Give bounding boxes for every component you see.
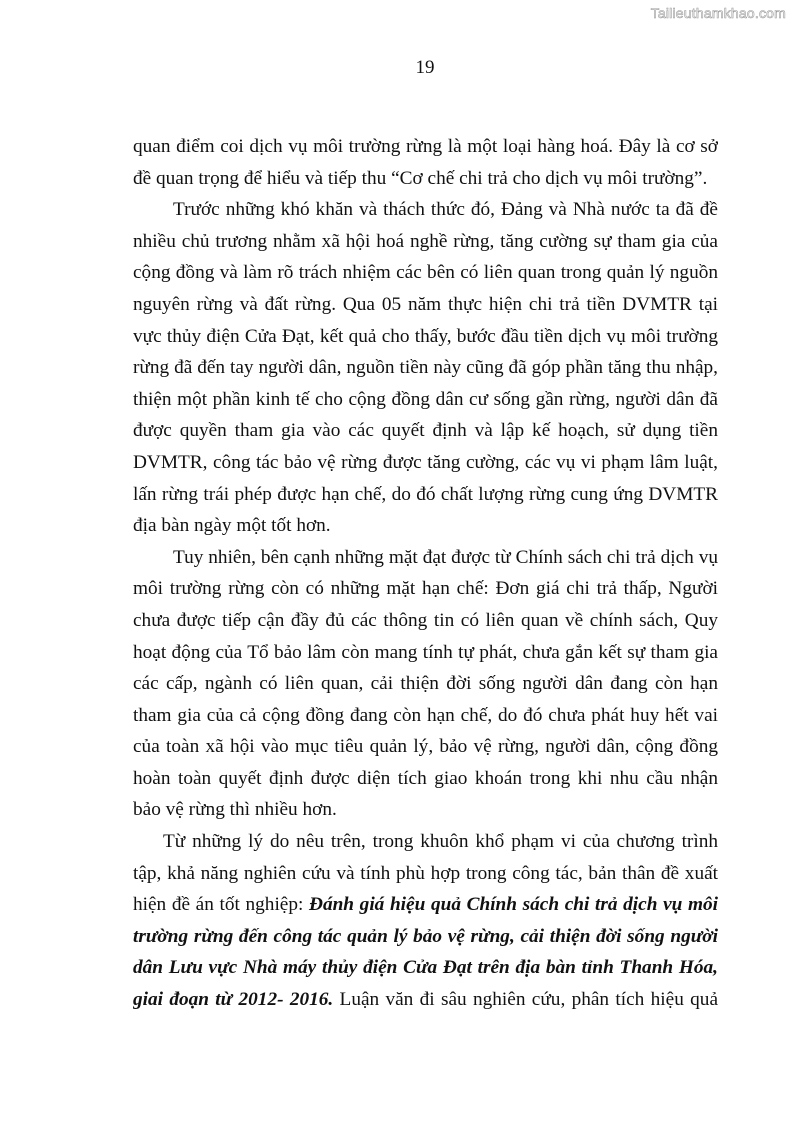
watermark: Tailieuthamkhao.com	[650, 5, 786, 21]
text-segment: cộng đồng và làm rõ trách nhiệm các bên có liên quan trong quản lý nguồn	[133, 262, 718, 284]
text-segment: Từ những lý do nêu trên, trong khuôn khổ phạm vi của chương trình	[163, 831, 718, 853]
text-line	[133, 542, 718, 574]
text-segment: nhiều chủ trương nhằm xã hội hoá nghề rừng, tăng cường sự tham gia của	[133, 230, 718, 252]
text-segment: bảo vệ rừng thì nhiều hơn.	[133, 799, 337, 821]
text-line	[133, 479, 718, 511]
text-line	[133, 826, 718, 858]
text-line	[133, 668, 718, 700]
text-line	[133, 984, 718, 1016]
text-line	[133, 321, 718, 353]
text-line	[133, 700, 718, 732]
text-line	[133, 605, 718, 637]
text-line	[133, 952, 718, 984]
text-line	[133, 921, 718, 953]
text-segment: DVMTR, công tác bảo vệ rừng được tăng cường, các vụ vi phạm lâm luật,	[133, 451, 718, 473]
text-segment: Trước những khó khăn và thách thức đó, Đảng và Nhà nước ta đã đề	[173, 199, 718, 221]
text-segment: địa bàn ngày một tốt hơn.	[133, 515, 331, 537]
text-segment: hoạt động của Tổ bảo lâm còn mang tính tự phát, chưa gắn kết sự tham gia	[133, 641, 718, 663]
text-line	[133, 510, 718, 542]
text-line	[133, 637, 718, 669]
text-line	[133, 731, 718, 763]
text-segment: quan điểm coi dịch vụ môi trường rừng là một loại hàng hoá. Đây là cơ sở	[133, 136, 718, 157]
bold-italic-text: trường rừng đến công tác quản lý bảo vệ rừng, cải thiện đời sống người	[133, 925, 718, 947]
text-segment: hiện đề án tốt nghiệp:	[133, 894, 310, 916]
text-segment: đề quan trọng để hiểu và tiếp thu “Cơ chế chi trả cho dịch vụ môi trường”.	[133, 167, 708, 189]
text-segment: môi trường rừng còn có những mặt hạn chế: Đơn giá chi trả thấp, Người	[133, 578, 718, 600]
text-segment: rừng đã đến tay người dân, nguồn tiền này cũng đã góp phần tăng thu nhập,	[133, 357, 718, 379]
text-segment: các cấp, ngành có liên quan, cải thiện đời sống người dân đang còn hạn	[133, 673, 718, 695]
text-segment: được quyền tham gia vào các quyết định và lập kế hoạch, sử dụng tiền	[133, 420, 718, 442]
text-segment: Luận văn đi sâu nghiên cứu, phân tích hiệu quả	[339, 989, 718, 1011]
text-line	[133, 415, 718, 447]
bold-italic-text: dân Lưu vực Nhà máy thủy điện Cửa Đạt trên địa bàn tỉnh Thanh Hóa,	[133, 957, 718, 979]
text-line	[133, 858, 718, 890]
text-segment: chưa được tiếp cận đầy đủ các thông tin có liên quan về chính sách, Quy	[133, 609, 718, 631]
document-body	[133, 131, 718, 1016]
text-segment: của toàn xã hội vào mục tiêu quản lý, bảo vệ rừng, người dân, cộng đồng	[133, 736, 718, 758]
text-line	[133, 131, 718, 163]
text-segment: Tuy nhiên, bên cạnh những mặt đạt được từ Chính sách chi trả dịch vụ	[173, 546, 718, 568]
text-segment: hoàn toàn quyết định được diện tích giao khoán trong khi nhu cầu nhận	[133, 767, 718, 789]
text-line	[133, 226, 718, 258]
text-line	[133, 352, 718, 384]
text-line	[133, 194, 718, 226]
text-segment: tập, khả năng nghiên cứu và tính phù hợp trong công tác, bản thân đề xuất	[133, 862, 718, 884]
text-line	[133, 889, 718, 921]
text-line	[133, 763, 718, 795]
text-segment: nguyên rừng và đất rừng. Qua 05 năm thực hiện chi trả tiền DVMTR tại	[133, 293, 718, 315]
text-line	[133, 384, 718, 416]
bold-italic-text: giai đoạn từ 2012- 2016.	[133, 989, 334, 1011]
text-line	[133, 794, 718, 826]
text-line	[133, 163, 718, 195]
text-segment: tham gia của cả cộng đồng đang còn hạn chế, do đó chưa phát huy hết vai	[133, 704, 718, 726]
bold-italic-text: Đánh giá hiệu quả Chính sách chi trả dịch vụ môi	[309, 894, 718, 916]
text-line	[133, 289, 718, 321]
text-segment: lấn rừng trái phép được hạn chế, do đó chất lượng rừng cung ứng DVMTR	[133, 483, 718, 505]
text-line	[133, 573, 718, 605]
text-segment: vực thủy điện Cửa Đạt, kết quả cho thấy, bước đầu tiền dịch vụ môi trường	[133, 325, 718, 347]
text-line	[133, 447, 718, 479]
text-segment: thiện một phần kinh tế cho cộng đồng dân cư sống gần rừng, người dân đã	[133, 388, 718, 410]
text-line	[133, 257, 718, 289]
page-number: 19	[415, 57, 435, 78]
